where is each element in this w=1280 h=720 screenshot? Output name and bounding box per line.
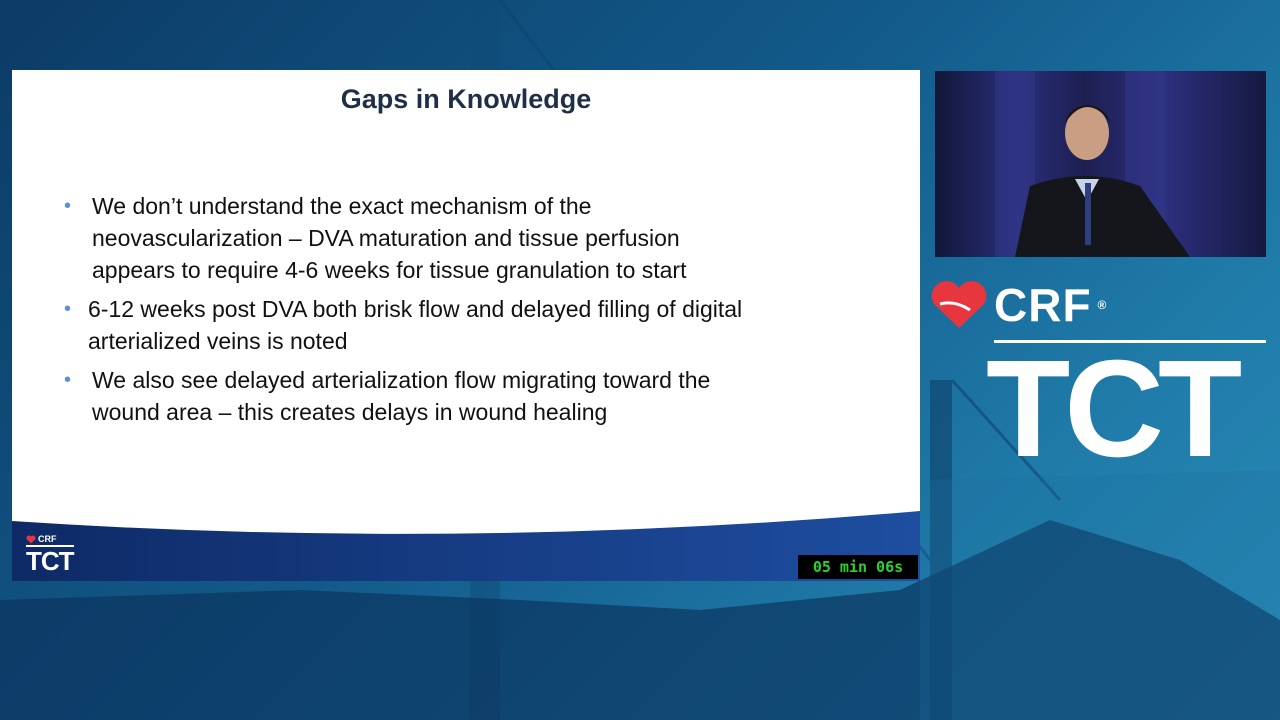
bullet-item [64, 190, 884, 286]
bullet-list [64, 190, 884, 435]
heart-icon [930, 280, 988, 330]
bullet-item [64, 293, 884, 357]
speaker-video-feed [935, 71, 1266, 257]
slide-footer-logo [26, 534, 74, 576]
speaker-image [935, 71, 1266, 257]
slide-footer-wave [12, 511, 920, 581]
slide-crf-text: CRF [38, 534, 57, 544]
heart-icon [26, 535, 36, 544]
slide-title: Gaps in Knowledge [340, 84, 592, 114]
bullet-dot-icon: • [64, 298, 72, 320]
crf-tct-brand [930, 278, 1237, 486]
bullet-text: 6-12 weeks post DVA both brisk flow and delayed filling of digital arterialized veins is noted [88, 296, 743, 354]
bullet-text: We also see delayed arterialization flow migrating toward the wound area – this creates delays in wound healing [92, 367, 711, 425]
registered-mark: ® [1097, 298, 1108, 312]
tct-text: TCT [986, 332, 1237, 486]
slide-tct-text: TCT [26, 546, 74, 576]
bullet-text: We don’t understand the exact mechanism of the neovascularization – DVA maturation and tissue perfusion appears to require 4-6 weeks for tissue granulation to start [92, 193, 687, 283]
countdown-timer: 05 min 06s [798, 555, 918, 579]
crf-text: CRF [994, 279, 1092, 331]
presentation-slide [12, 70, 920, 581]
bullet-dot-icon: • [64, 195, 72, 217]
bullet-item [64, 364, 884, 428]
crf-logo [930, 278, 1107, 332]
slide-crf-logo [26, 534, 74, 544]
bullet-dot-icon: • [64, 369, 72, 391]
